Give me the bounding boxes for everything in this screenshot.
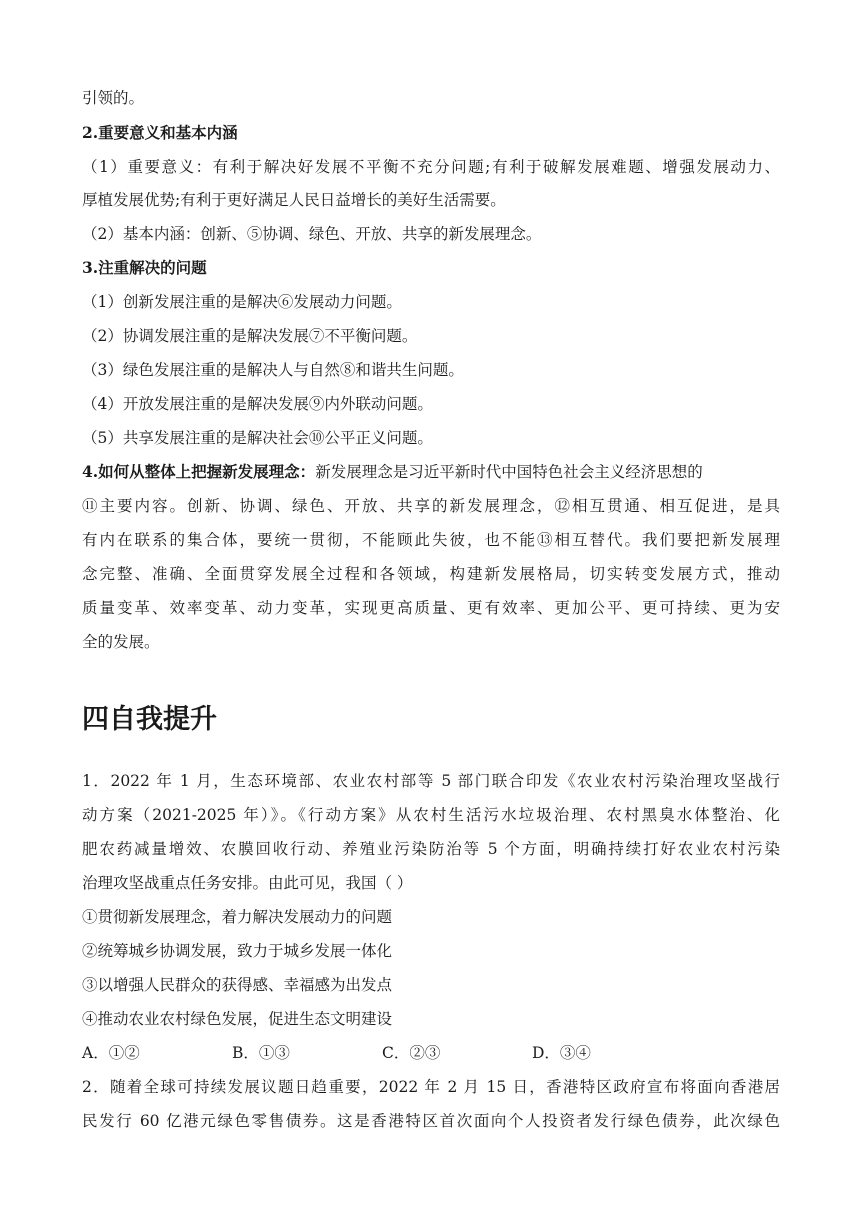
list-item: （5）共享发展注重的是解决社会⑩公平正义问题。 xyxy=(82,429,433,447)
text-line: 全的发展。 xyxy=(82,633,160,651)
statement-3: ③以增强人民群众的获得感、幸福感为出发点 xyxy=(82,976,393,994)
option-b: B．①③ xyxy=(232,1044,290,1062)
text-span: 新发展理念是习近平新时代中国特色社会主义经济思想的 xyxy=(315,463,703,481)
question-line: 民发行 60 亿港元绿色零售债券。这是香港特区首次面向个人投资者发行绿色债券，此次绿色 xyxy=(82,1112,780,1130)
subheading: 2.重要意义和基本内涵 xyxy=(82,123,238,142)
text-line: 有内在联系的集合体，要统一贯彻，不能顾此失彼，也不能⑬相互替代。我们要把新发展理 xyxy=(82,531,780,549)
question-line: 肥农药减量增效、农膜回收行动、养殖业污染防治等 5 个方面，明确持续打好农业农村污染 xyxy=(82,840,780,858)
statement-1: ①贯彻新发展理念，着力解决发展动力的问题 xyxy=(82,908,393,926)
text-line: 引领的。 xyxy=(82,89,145,107)
option-c: C．②③ xyxy=(382,1044,441,1062)
section-title: 四自我提升 xyxy=(82,704,217,735)
text-line: 厚植发展优势;有利于更好满足人民日益增长的美好生活需要。 xyxy=(82,191,506,209)
list-item: （4）开放发展注重的是解决发展⑨内外联动问题。 xyxy=(82,395,433,413)
question-line: 2．随着全球可持续发展议题日趋重要，2022 年 2 月 15 日，香港特区政府宣布将面向香港居 xyxy=(82,1078,780,1096)
question-line: 1．2022 年 1 月，生态环境部、农业农村部等 5 部门联合印发《农业农村污染治理攻坚战行 xyxy=(82,772,780,790)
text-line xyxy=(82,462,780,482)
statement-4: ④推动农业农村绿色发展，促进生态文明建设 xyxy=(82,1010,393,1028)
subheading: 3.注重解决的问题 xyxy=(82,258,207,277)
option-a: A．①② xyxy=(82,1044,140,1062)
statement-2: ②统筹城乡协调发展，致力于城乡发展一体化 xyxy=(82,942,393,960)
text-line: 质量变革、效率变革、动力变革，实现更高质量、更有效率、更加公平、更可持续、更为安 xyxy=(82,599,780,617)
question-line: 动方案（2021-2025 年）》。《行动方案》从农村生活污水垃圾治理、农村黑臭水体整治、化 xyxy=(82,806,780,824)
list-item: （2）协调发展注重的是解决发展⑦不平衡问题。 xyxy=(82,327,418,345)
text-line: 念完整、准确、全面贯穿发展全过程和各领域，构建新发展格局，切实转变发展方式，推动 xyxy=(82,565,780,583)
list-item: （1）创新发展注重的是解决⑥发展动力问题。 xyxy=(82,293,402,311)
question-line: 治理攻坚战重点任务安排。由此可见，我国（ ） xyxy=(82,874,413,892)
option-d: D．③④ xyxy=(532,1044,591,1062)
text-line: （1）重要意义：有利于解决好发展不平衡不充分问题;有利于破解发展难题、增强发展动力、 xyxy=(82,158,780,176)
text-line: （2）基本内涵：创新、⑤协调、绿色、开放、共享的新发展理念。 xyxy=(82,225,542,243)
text-line: ⑪主要内容。创新、协调、绿色、开放、共享的新发展理念，⑫相互贯通、相互促进，是具 xyxy=(82,497,780,515)
subheading-inline: 4.如何从整体上把握新发展理念： xyxy=(82,462,316,481)
list-item: （3）绿色发展注重的是解决人与自然⑧和谐共生问题。 xyxy=(82,361,464,379)
